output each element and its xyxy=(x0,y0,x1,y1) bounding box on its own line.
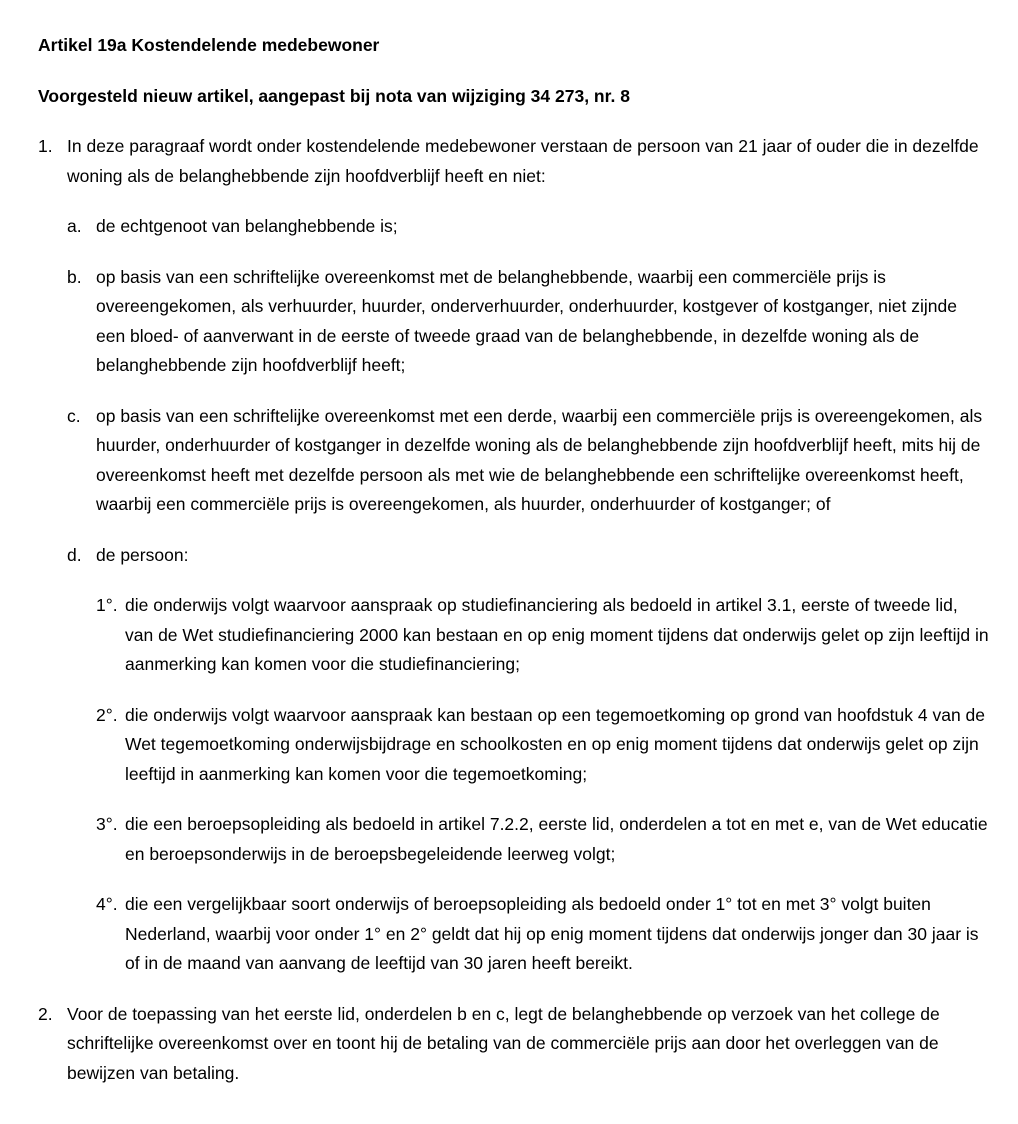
subitem-letter: b. xyxy=(67,266,82,287)
subitem-b xyxy=(67,263,990,381)
subsubitem-number: 2°. xyxy=(96,704,118,725)
subitem-c xyxy=(67,402,990,520)
list-text: Voor de toepassing van het eerste lid, onderdelen b en c, legt de belanghebbende op verzoek van het college de schriftelijke overeenkomst over en toont hij de betaling van de commerciële prijs aan door het overleggen van de bewijzen van betaling. xyxy=(67,1003,940,1083)
list-number: 2. xyxy=(38,1003,53,1024)
subsubitem-1 xyxy=(96,591,990,680)
list-item-2 xyxy=(38,1000,990,1089)
subitem-text: de echtgenoot van belanghebbende is; xyxy=(96,216,398,236)
subsubitem-number: 3°. xyxy=(96,814,118,834)
list-item-1 xyxy=(38,132,990,979)
article-subtitle: Voorgesteld nieuw artikel, aangepast bij nota van wijziging 34 273, nr. 8 xyxy=(38,85,630,106)
list-text: In deze paragraaf wordt onder kostendelende medebewoner verstaan de persoon van 21 jaar of ouder die in dezelfde woning als de belanghebbende zijn hoofdverblijf heeft en niet: xyxy=(67,136,979,186)
article-title: Artikel 19a Kostendelende medebewoner xyxy=(38,35,380,55)
subitem-text: op basis van een schriftelijke overeenkomst met de belanghebbende, waarbij een commerciële prijs is overeengekomen, als verhuurder, huurder, onderverhuurder, onderhuurder, kostgever of kostganger, niet zijnde een bloed- of aanverwant in de eerste of tweede graad van de belanghebbende, in dezelfde woning als de belanghebbende zijn hoofdverblijf heeft; xyxy=(96,266,957,375)
subitem-a xyxy=(67,212,990,242)
subitem-letter: a. xyxy=(67,216,82,236)
subsubitem-number: 1°. xyxy=(96,595,118,615)
subsubitem-2 xyxy=(96,701,990,790)
subsubitem-text: die onderwijs volgt waarvoor aanspraak kan bestaan op een tegemoetkoming op grond van hoofdstuk 4 van de Wet tegemoetkoming onderwijsbijdrage en schoolkosten en op enig moment tijdens dat onderwijs gelet op zijn leeftijd in aanmerking kan komen voor die tegemoetkoming; xyxy=(125,704,986,784)
list-number: 1. xyxy=(38,136,53,156)
subitem-text: de persoon: xyxy=(96,544,189,565)
subsubitem-text-body: die onderwijs volgt waarvoor aanspraak op studiefinanciering als bedoeld in artikel 3.1, eerste of tweede lid, van de Wet studiefinanciering 2000 kan bestaan en op enig moment tijdens dat onderwijs gelet op zijn leeftijd in aanmerking kan komen voor die studiefinanciering; xyxy=(125,595,989,674)
subsubitem-text: die een beroepsopleiding als bedoeld in artikel 7.2.2, eerste lid, onderdelen a tot en met e, van de Wet educatie en beroepsonderwijs in de beroepsbegeleidende leerweg volgt; xyxy=(125,814,988,864)
subsubitem-3 xyxy=(96,810,990,869)
subitem-d xyxy=(67,541,990,979)
subitem-letter: d. xyxy=(67,544,82,565)
subitem-text: op basis van een schriftelijke overeenkomst met een derde, waarbij een commerciële prijs is overeengekomen, als huurder, onderhuurder of kostganger in dezelfde woning als de belanghebbende zijn hoofdverblijf heeft, mits hij de overeenkomst heeft met dezelfde persoon als met wie de belanghebbende een schriftelijke overeenkomst heeft, waarbij een commerciële prijs is overeengekomen, als huurder, onderhuurder of kostganger; of xyxy=(96,405,983,514)
subsubitem-text: die een vergelijkbaar soort onderwijs of beroepsopleiding als bedoeld onder 1° tot en met 3° volgt buiten Nederland, waarbij voor onder 1° en 2° geldt dat hij op enig moment tijdens dat onderwijs jonger dan 30 jaar is of in de maand van aanvang de leeftijd van 30 jaren heeft bereikt. xyxy=(125,894,979,973)
subsubitem-4 xyxy=(96,890,990,979)
subitem-letter: c. xyxy=(67,405,81,426)
subsubitem-number: 4°. xyxy=(96,894,118,914)
subsubitem-text xyxy=(125,591,990,680)
